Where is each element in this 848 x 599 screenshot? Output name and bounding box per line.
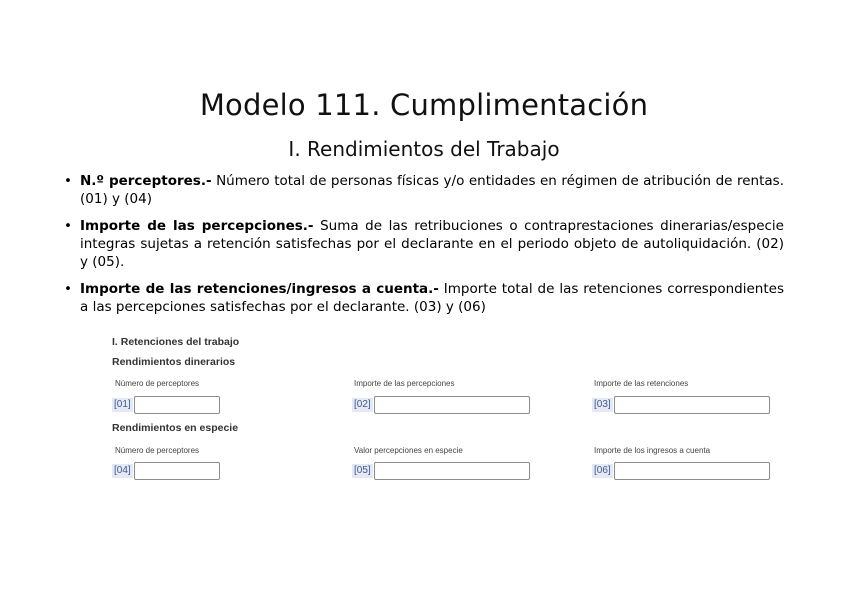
bullet-list	[62, 172, 784, 325]
bullet-term: Importe de las retenciones/ingresos a cuenta.-	[80, 281, 439, 297]
field-label-01: Número de perceptores	[115, 379, 200, 388]
field-label-06: Importe de los ingresos a cuenta	[594, 446, 711, 455]
field-code-01: [01]	[114, 399, 131, 410]
field-code-02: [02]	[354, 399, 371, 410]
field-01	[112, 396, 222, 414]
field-05	[352, 462, 532, 480]
field-code-06: [06]	[594, 465, 611, 476]
input-05[interactable]	[374, 462, 530, 480]
bullet-text: Suma de las retribuciones o contraprestaciones dinerarias/especie integras sujetas a retención satisfechas por el declarante en el periodo objeto de autoliquidación. (02) y (05).	[80, 218, 784, 270]
input-01[interactable]	[134, 396, 220, 414]
page-subtitle: I. Rendimientos del Trabajo	[288, 137, 560, 161]
form-section-title: I. Retenciones del trabajo	[112, 336, 240, 348]
input-02[interactable]	[374, 396, 530, 414]
field-03	[592, 396, 772, 414]
field-label-05: Valor percepciones en especie	[354, 446, 463, 455]
input-03[interactable]	[614, 396, 770, 414]
bullet-term: Importe de las percepciones.-	[80, 218, 314, 234]
bullet-item	[62, 172, 784, 208]
bullet-text: Importe total de las retenciones correspondientes a las percepciones satisfechas por el declarante. (03) y (06)	[80, 281, 784, 315]
page-title: Modelo 111. Cumplimentación	[199, 88, 649, 122]
bullet-term: N.º perceptores.-	[80, 173, 212, 189]
field-code-05: [05]	[354, 465, 371, 476]
field-label-02: Importe de las percepciones	[354, 379, 455, 388]
group-title-especie: Rendimientos en especie	[112, 422, 239, 434]
bullet-item	[62, 280, 784, 316]
bullet-text: Número total de personas físicas y/o entidades en régimen de atribución de rentas. (01) y (04)	[80, 173, 784, 207]
bullet-item	[62, 217, 784, 271]
field-code-04: [04]	[114, 465, 131, 476]
input-06[interactable]	[614, 462, 770, 480]
group-title-dinerarios: Rendimientos dinerarios	[112, 356, 236, 368]
field-label-04: Número de perceptores	[115, 446, 200, 455]
input-04[interactable]	[134, 462, 220, 480]
field-04	[112, 462, 222, 480]
field-06	[592, 462, 772, 480]
bullet-dot: •	[64, 173, 72, 189]
field-code-03: [03]	[594, 399, 611, 410]
bullet-dot: •	[64, 281, 72, 297]
field-02	[352, 396, 532, 414]
bullet-dot: •	[64, 218, 72, 234]
field-label-03: Importe de las retenciones	[594, 379, 689, 388]
